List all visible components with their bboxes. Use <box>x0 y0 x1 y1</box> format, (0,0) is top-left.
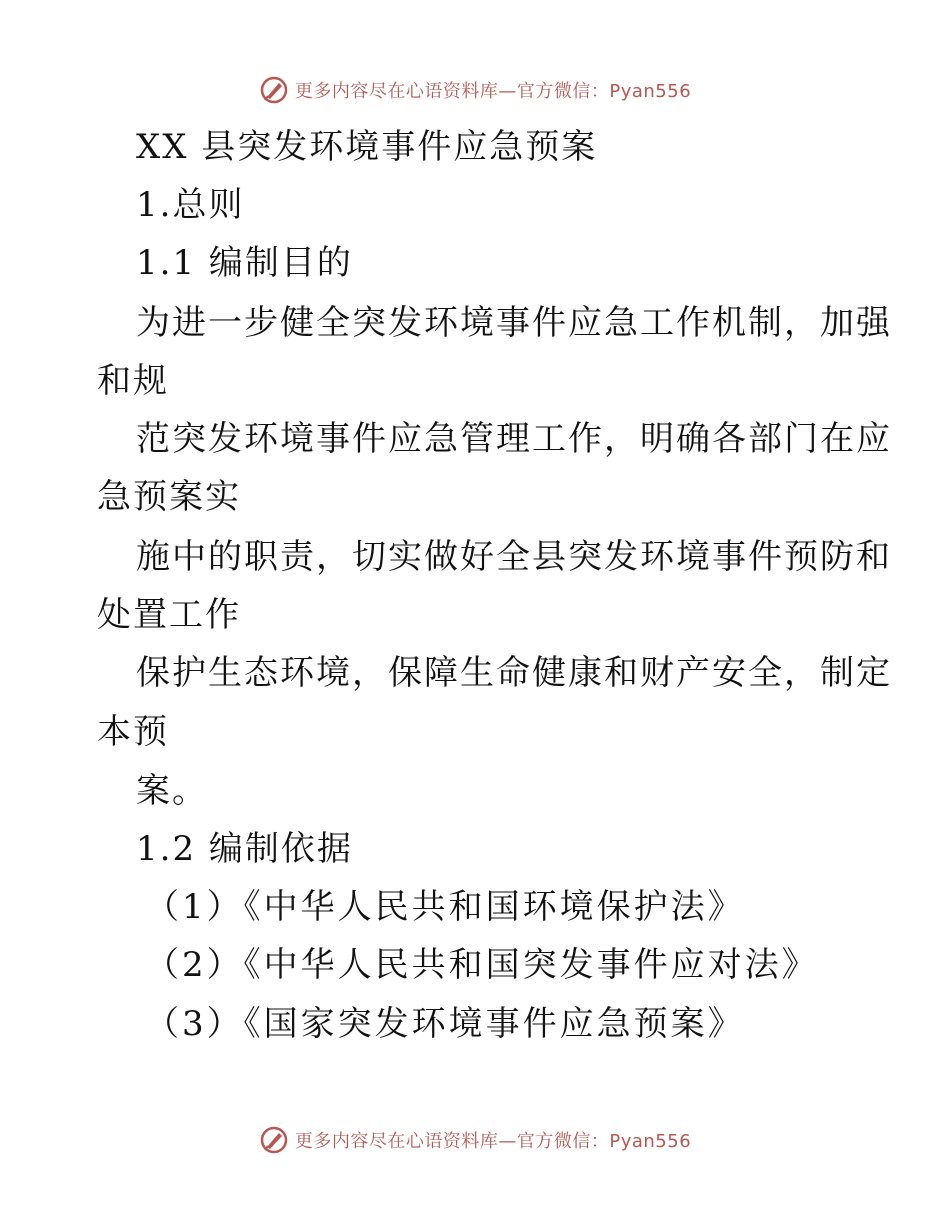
watermark-text: 更多内容尽在心语资料库—官方微信：Pyan556 <box>294 81 692 102</box>
paragraph-line: 施中的职责，切实做好全县突发环境事件预防和 <box>136 537 892 577</box>
basis-list-item: （2）《中华人民共和国突发事件应对法》 <box>145 945 819 985</box>
paragraph-line: 急预案实 <box>97 477 241 517</box>
section-heading-1-2: 1.2 编制依据 <box>136 829 353 869</box>
feather-pen-seal-icon <box>259 75 289 105</box>
paragraph-line: 和规 <box>97 361 169 401</box>
feather-pen-seal-icon <box>259 1125 289 1155</box>
section-heading-1: 1.总则 <box>136 185 245 225</box>
paragraph-line: 保护生态环境，保障生命健康和财产安全，制定 <box>136 653 892 693</box>
watermark-banner-top <box>0 70 950 110</box>
basis-list-item: （3）《国家突发环境事件应急预案》 <box>145 1004 745 1044</box>
watermark-banner-bottom <box>0 1120 950 1160</box>
paragraph-line: 处置工作 <box>97 595 241 635</box>
basis-list-item: （1）《中华人民共和国环境保护法》 <box>145 887 745 927</box>
document-title: XX 县突发环境事件应急预案 <box>136 127 598 167</box>
paragraph-line: 为进一步健全突发环境事件应急工作机制，加强 <box>136 303 892 343</box>
watermark-text: 更多内容尽在心语资料库—官方微信：Pyan556 <box>294 1131 692 1152</box>
paragraph-line: 范突发环境事件应急管理工作，明确各部门在应 <box>136 419 892 459</box>
paragraph-line: 案。 <box>136 771 208 811</box>
section-heading-1-1: 1.1 编制目的 <box>136 243 353 283</box>
paragraph-line: 本预 <box>97 712 169 752</box>
